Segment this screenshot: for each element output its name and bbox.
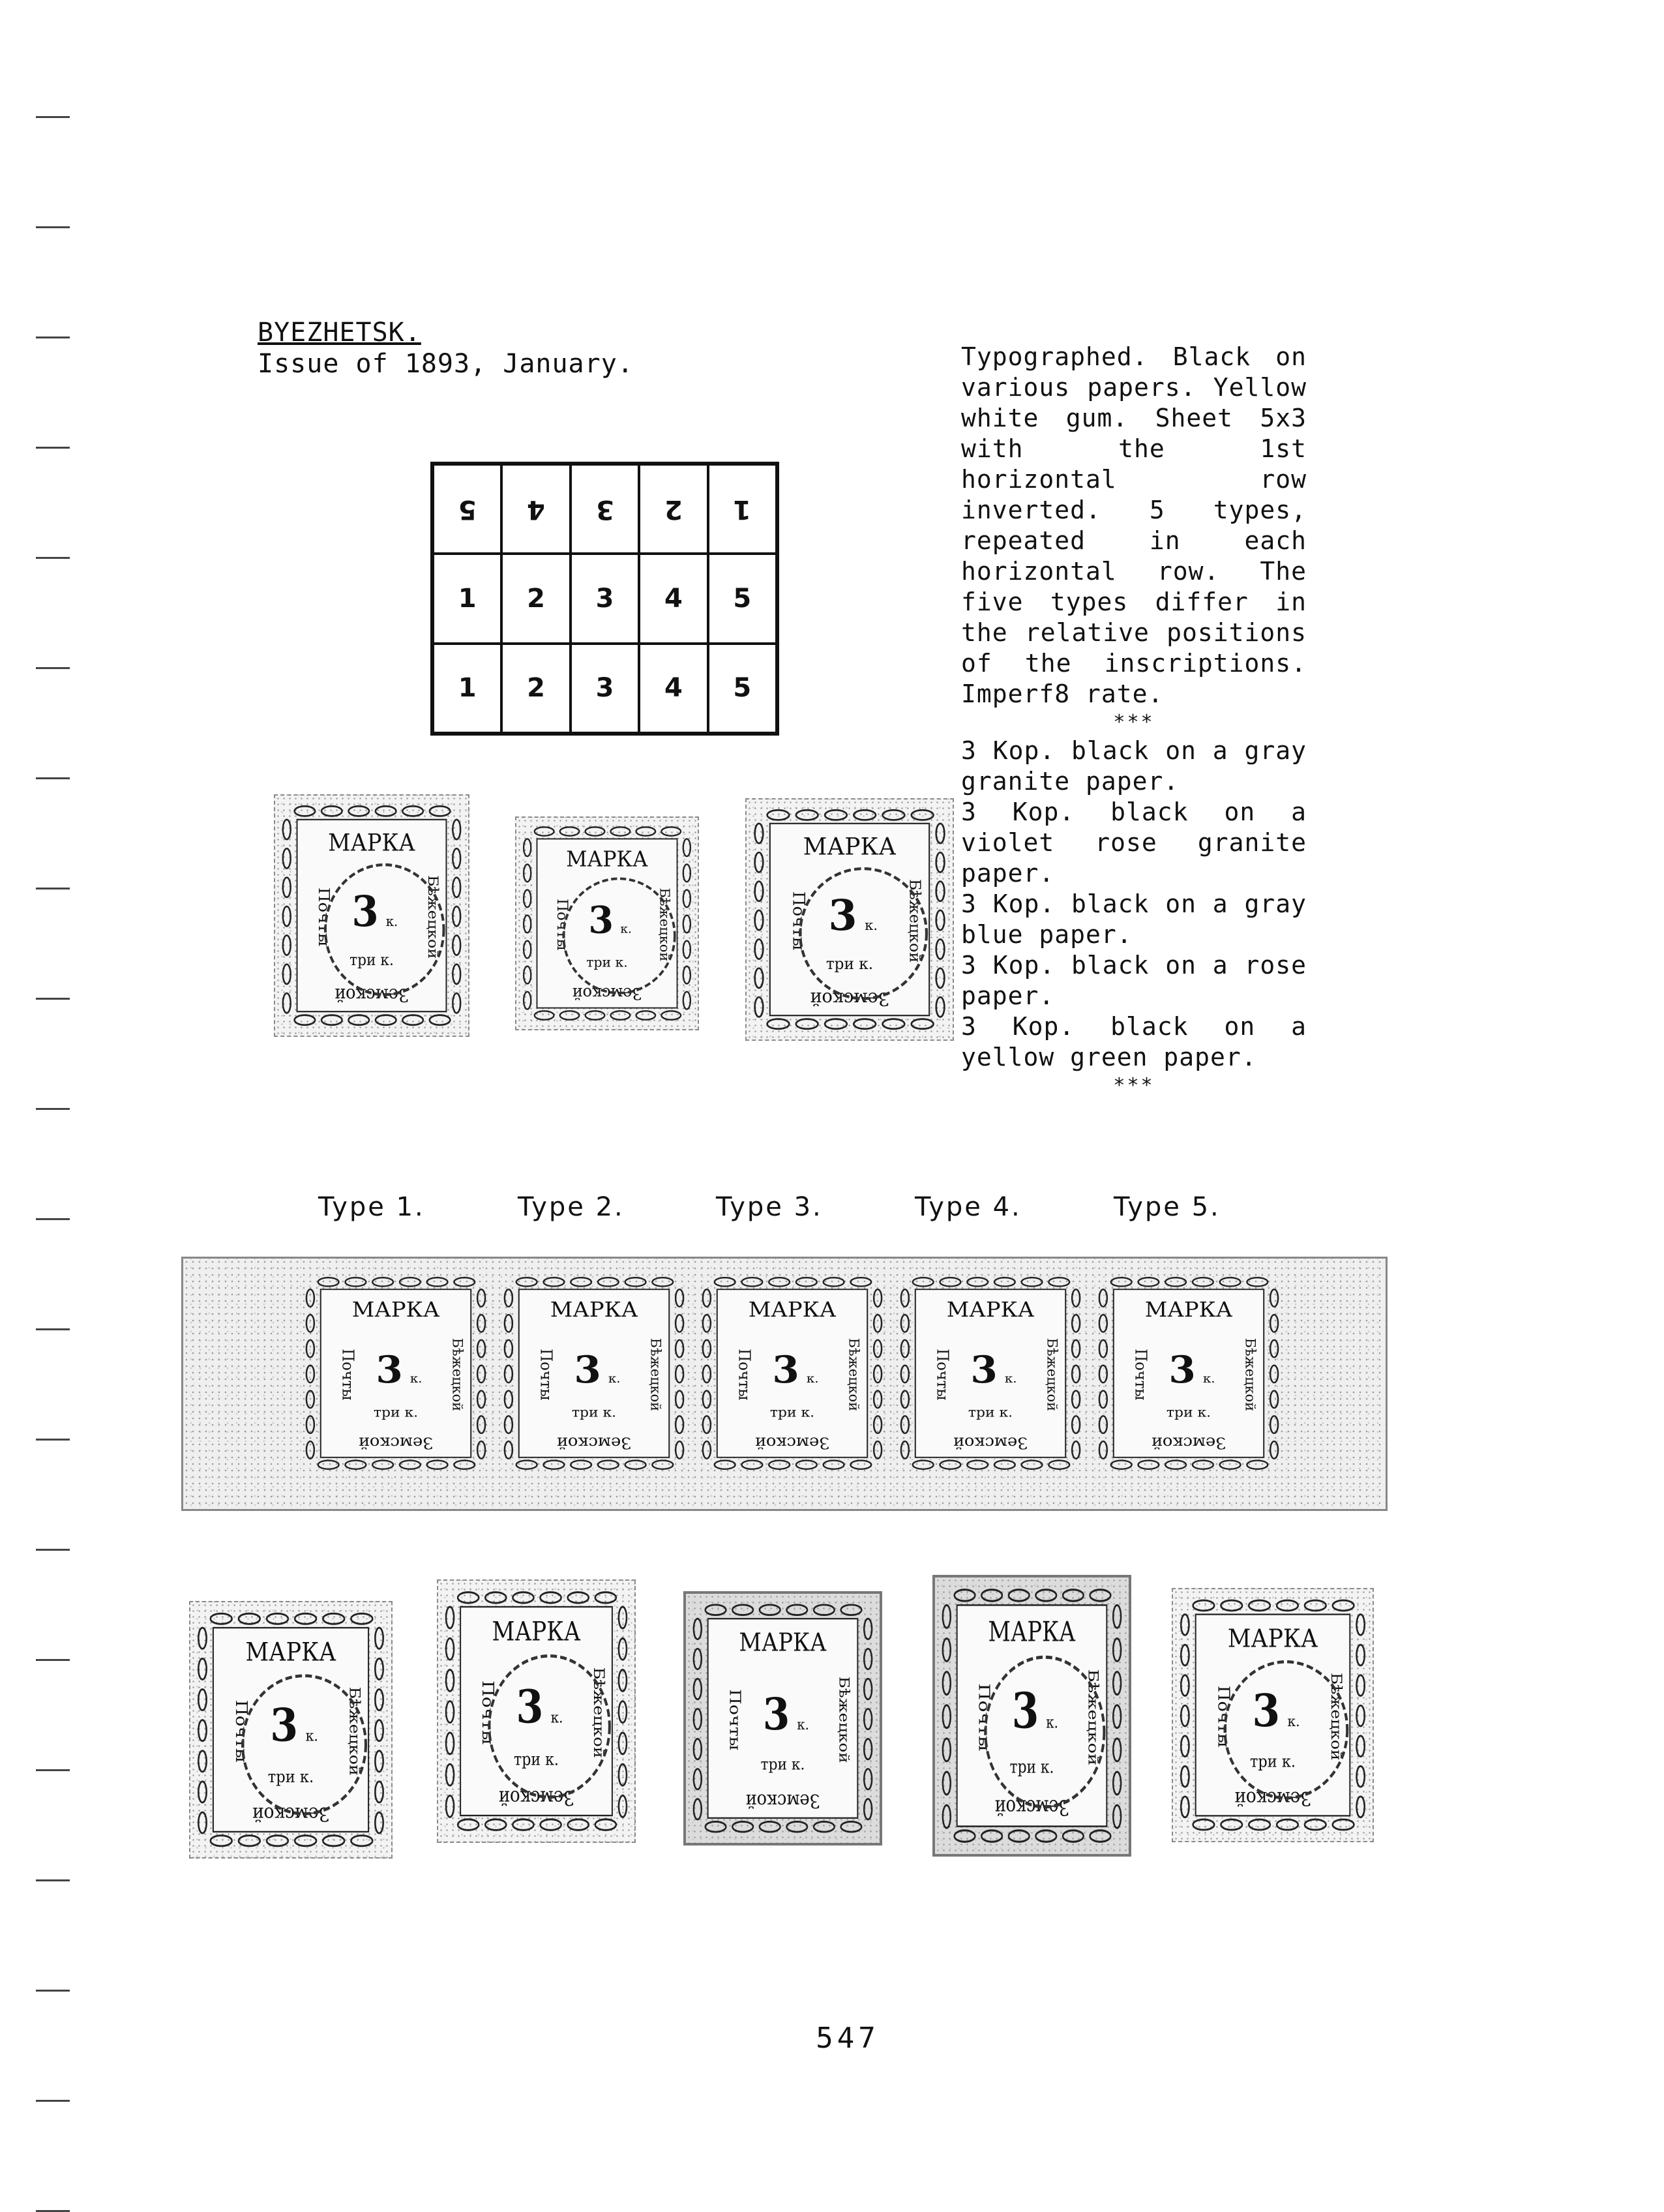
issue-description bbox=[961, 342, 1307, 1099]
svg-text:Бѣжецкой: Бѣжецкой bbox=[845, 1338, 862, 1411]
svg-text:3: 3 bbox=[772, 1347, 799, 1392]
svg-text:три к.: три к. bbox=[586, 954, 628, 970]
margin-tick bbox=[36, 447, 70, 449]
svg-text:к.: к. bbox=[865, 917, 878, 934]
svg-text:Бѣжецкой: Бѣжецкой bbox=[590, 1667, 607, 1759]
page-number: 547 bbox=[816, 2022, 880, 2055]
svg-text:Земской: Земской bbox=[1151, 1433, 1226, 1452]
variety-item: 3 Kop. black on a rose paper. bbox=[961, 951, 1307, 1010]
variety-item: 3 Kop. black on a gray blue paper. bbox=[961, 889, 1307, 949]
stamp-image bbox=[745, 798, 954, 1041]
svg-text:Земской: Земской bbox=[252, 1802, 330, 1826]
svg-text:к.: к. bbox=[385, 913, 398, 930]
svg-text:Бѣжецкой: Бѣжецкой bbox=[657, 888, 673, 962]
svg-text:Земской: Земской bbox=[334, 984, 409, 1006]
sheet-cell: 5 bbox=[433, 464, 501, 554]
svg-text:три к.: три к. bbox=[267, 1767, 314, 1787]
svg-text:Земской: Земской bbox=[994, 1795, 1069, 1820]
margin-tick bbox=[36, 336, 70, 338]
margin-tick bbox=[36, 1439, 70, 1441]
sheet-cell: 2 bbox=[639, 464, 707, 554]
svg-text:Земской: Земской bbox=[754, 1433, 830, 1452]
svg-text:Бѣжецкой: Бѣжецкой bbox=[449, 1338, 466, 1411]
svg-text:Почты: Почты bbox=[231, 1699, 250, 1763]
margin-tick bbox=[36, 1328, 70, 1330]
stamp-design bbox=[1173, 1589, 1373, 1841]
margin-tick bbox=[36, 1549, 70, 1551]
svg-text:3: 3 bbox=[516, 1680, 544, 1734]
margin-tick bbox=[36, 116, 70, 118]
variety-item: 3 Kop. black on a gray granite paper. bbox=[961, 736, 1307, 796]
svg-text:Почты: Почты bbox=[338, 1349, 357, 1401]
svg-text:три к.: три к. bbox=[968, 1404, 1013, 1421]
svg-text:три к.: три к. bbox=[571, 1404, 617, 1421]
stamp-design bbox=[497, 1268, 691, 1478]
stamp-design bbox=[190, 1602, 391, 1857]
svg-text:Бѣжецкой: Бѣжецкой bbox=[1043, 1338, 1060, 1411]
svg-text:Земской: Земской bbox=[358, 1433, 434, 1452]
sheet-cell: 1 bbox=[433, 554, 501, 643]
svg-text:к.: к. bbox=[797, 1715, 809, 1733]
svg-text:три к.: три к. bbox=[769, 1404, 815, 1421]
margin-tick bbox=[36, 226, 70, 228]
margin-tick bbox=[36, 888, 70, 889]
stamp-design bbox=[935, 1577, 1129, 1854]
svg-text:3: 3 bbox=[588, 898, 614, 942]
svg-text:МАРКА: МАРКА bbox=[492, 1616, 581, 1647]
stamp-image bbox=[189, 1601, 393, 1859]
svg-text:к.: к. bbox=[305, 1727, 318, 1746]
svg-text:Почты: Почты bbox=[975, 1683, 993, 1752]
svg-text:МАРКА: МАРКА bbox=[946, 1296, 1035, 1322]
svg-text:3: 3 bbox=[970, 1347, 998, 1392]
sheet-cell: 1 bbox=[433, 644, 501, 733]
margin-tick bbox=[36, 1990, 70, 1992]
svg-text:три к.: три к. bbox=[373, 1404, 419, 1421]
stamp-image bbox=[299, 1268, 493, 1478]
sheet-cell: 2 bbox=[501, 554, 570, 643]
svg-text:три к.: три к. bbox=[514, 1749, 559, 1769]
svg-text:Почты: Почты bbox=[933, 1349, 952, 1401]
margin-tick bbox=[36, 1769, 70, 1771]
svg-text:к.: к. bbox=[620, 922, 632, 936]
svg-text:МАРКА: МАРКА bbox=[1227, 1623, 1318, 1654]
svg-text:3: 3 bbox=[1168, 1347, 1196, 1392]
svg-text:3: 3 bbox=[270, 1699, 299, 1752]
type-label: Type 3. bbox=[716, 1192, 823, 1222]
margin-tick bbox=[36, 1108, 70, 1110]
svg-text:Почты: Почты bbox=[735, 1349, 754, 1401]
sheet-cell: 1 bbox=[708, 464, 777, 554]
margin-tick bbox=[36, 1659, 70, 1661]
svg-text:к.: к. bbox=[1202, 1371, 1215, 1386]
svg-text:три к.: три к. bbox=[1009, 1756, 1054, 1777]
svg-text:3: 3 bbox=[762, 1688, 790, 1740]
margin-tick bbox=[36, 777, 70, 779]
svg-text:Земской: Земской bbox=[745, 1789, 820, 1812]
svg-text:Почты: Почты bbox=[726, 1689, 745, 1751]
svg-text:3: 3 bbox=[376, 1347, 403, 1392]
svg-text:к.: к. bbox=[806, 1371, 819, 1386]
separator-top: *** bbox=[1113, 711, 1155, 734]
svg-text:3: 3 bbox=[1011, 1682, 1039, 1740]
margin-tick bbox=[36, 1218, 70, 1220]
description-paragraph: Typographed. Black on various papers. Yellow white gum. Sheet 5x3 with the 1st horizontal row inverted. 5 types, repeated in each horizontal row. The five types differ in the relative positions of the inscriptions. Imperf8 rate. bbox=[961, 342, 1307, 708]
variety-item: 3 Kop. black on a yellow green paper. bbox=[961, 1012, 1307, 1071]
svg-text:Бѣжецкой: Бѣжецкой bbox=[346, 1686, 364, 1776]
margin-tick bbox=[36, 557, 70, 559]
svg-text:МАРКА: МАРКА bbox=[748, 1296, 837, 1322]
separator-bottom: *** bbox=[1113, 1074, 1155, 1097]
svg-text:к.: к. bbox=[1046, 1713, 1058, 1733]
svg-text:МАРКА: МАРКА bbox=[566, 846, 648, 872]
type-label: Type 5. bbox=[1114, 1192, 1221, 1222]
stamp-design bbox=[695, 1268, 889, 1478]
svg-text:к.: к. bbox=[1004, 1371, 1017, 1386]
svg-text:три к.: три к. bbox=[349, 951, 394, 970]
svg-text:Бѣжецкой: Бѣжецкой bbox=[1328, 1673, 1345, 1761]
margin-tick bbox=[36, 1879, 70, 1881]
svg-text:Почты: Почты bbox=[554, 899, 571, 951]
stamp-image bbox=[1172, 1588, 1374, 1842]
svg-text:Бѣжецкой: Бѣжецкой bbox=[647, 1338, 664, 1411]
stamp-design bbox=[747, 800, 953, 1039]
sheet-cell: 4 bbox=[639, 644, 707, 733]
svg-text:Почты: Почты bbox=[315, 887, 334, 947]
stamp-design bbox=[438, 1581, 634, 1842]
stamp-image bbox=[893, 1268, 1088, 1478]
svg-text:Земской: Земской bbox=[1234, 1787, 1311, 1810]
stamp-design bbox=[299, 1268, 493, 1478]
sheet-cell: 4 bbox=[639, 554, 707, 643]
sheet-cell: 3 bbox=[571, 464, 639, 554]
svg-text:3: 3 bbox=[574, 1347, 601, 1392]
svg-text:Почты: Почты bbox=[788, 891, 809, 951]
page-title: BYEZHETSK. bbox=[258, 318, 421, 348]
svg-text:к.: к. bbox=[608, 1371, 621, 1386]
sheet-cell: 5 bbox=[708, 644, 777, 733]
svg-text:Бѣжецкой: Бѣжецкой bbox=[424, 875, 441, 959]
stamp-image bbox=[515, 816, 699, 1030]
stamp-design bbox=[516, 818, 698, 1029]
svg-text:три к.: три к. bbox=[1166, 1404, 1211, 1421]
svg-text:Бѣжецкой: Бѣжецкой bbox=[906, 879, 925, 963]
sheet-layout-grid bbox=[430, 462, 779, 736]
svg-text:к.: к. bbox=[550, 1709, 563, 1727]
variety-list bbox=[961, 736, 1307, 1073]
stamp-image bbox=[274, 794, 469, 1037]
stamp-image bbox=[497, 1268, 691, 1478]
type-label: Type 1. bbox=[318, 1192, 425, 1222]
stamp-design bbox=[275, 796, 468, 1036]
svg-text:три к.: три к. bbox=[760, 1755, 805, 1774]
svg-text:МАРКА: МАРКА bbox=[550, 1296, 638, 1322]
sheet-cell: 2 bbox=[501, 644, 570, 733]
type-label: Type 2. bbox=[518, 1192, 625, 1222]
stamp-image bbox=[437, 1579, 636, 1843]
stamp-image bbox=[683, 1591, 882, 1846]
svg-text:Земской: Земской bbox=[498, 1786, 574, 1810]
stamp-design bbox=[686, 1594, 880, 1843]
svg-text:МАРКА: МАРКА bbox=[988, 1615, 1076, 1649]
svg-text:3: 3 bbox=[351, 886, 379, 936]
stamp-design bbox=[1092, 1268, 1286, 1478]
stamp-design bbox=[893, 1268, 1088, 1478]
issue-subtitle: Issue of 1893, January. bbox=[258, 349, 634, 379]
svg-text:Бѣжецкой: Бѣжецкой bbox=[836, 1676, 853, 1763]
binder-margin bbox=[36, 0, 75, 2181]
svg-text:к.: к. bbox=[409, 1371, 423, 1386]
stamp-image bbox=[932, 1575, 1131, 1857]
stamp-image bbox=[1092, 1268, 1286, 1478]
svg-text:МАРКА: МАРКА bbox=[245, 1637, 336, 1667]
svg-text:Земской: Земской bbox=[572, 984, 642, 1004]
sheet-cell: 3 bbox=[571, 554, 639, 643]
svg-text:МАРКА: МАРКА bbox=[328, 828, 415, 857]
svg-text:Земской: Земской bbox=[810, 988, 889, 1010]
svg-text:Почты: Почты bbox=[1131, 1349, 1150, 1401]
sheet-cell: 4 bbox=[501, 464, 570, 554]
stamp-image bbox=[695, 1268, 889, 1478]
svg-text:к.: к. bbox=[1287, 1713, 1300, 1731]
sheet-cell: 5 bbox=[708, 554, 777, 643]
sheet-cell: 3 bbox=[571, 644, 639, 733]
svg-text:Почты: Почты bbox=[478, 1681, 497, 1745]
svg-text:Бѣжецкой: Бѣжецкой bbox=[1241, 1338, 1258, 1411]
svg-text:три к.: три к. bbox=[825, 954, 874, 973]
type-label: Type 4. bbox=[915, 1192, 1022, 1222]
margin-tick bbox=[36, 998, 70, 1000]
svg-text:МАРКА: МАРКА bbox=[739, 1628, 827, 1658]
svg-text:три к.: три к. bbox=[1249, 1752, 1296, 1771]
svg-text:МАРКА: МАРКА bbox=[351, 1296, 440, 1322]
svg-text:Почты: Почты bbox=[537, 1349, 556, 1401]
variety-item: 3 Kop. black on a violet rose granite paper. bbox=[961, 798, 1307, 888]
margin-tick bbox=[36, 667, 70, 669]
margin-tick bbox=[36, 2100, 70, 2102]
svg-text:3: 3 bbox=[1252, 1684, 1281, 1737]
svg-text:Земской: Земской bbox=[953, 1433, 1028, 1452]
svg-text:Бѣжецкой: Бѣжецкой bbox=[1085, 1669, 1102, 1766]
svg-text:Почты: Почты bbox=[1213, 1685, 1233, 1748]
svg-text:Земской: Земской bbox=[556, 1433, 632, 1452]
svg-text:МАРКА: МАРКА bbox=[803, 831, 897, 861]
svg-text:МАРКА: МАРКА bbox=[1144, 1296, 1233, 1322]
svg-text:3: 3 bbox=[828, 891, 857, 941]
